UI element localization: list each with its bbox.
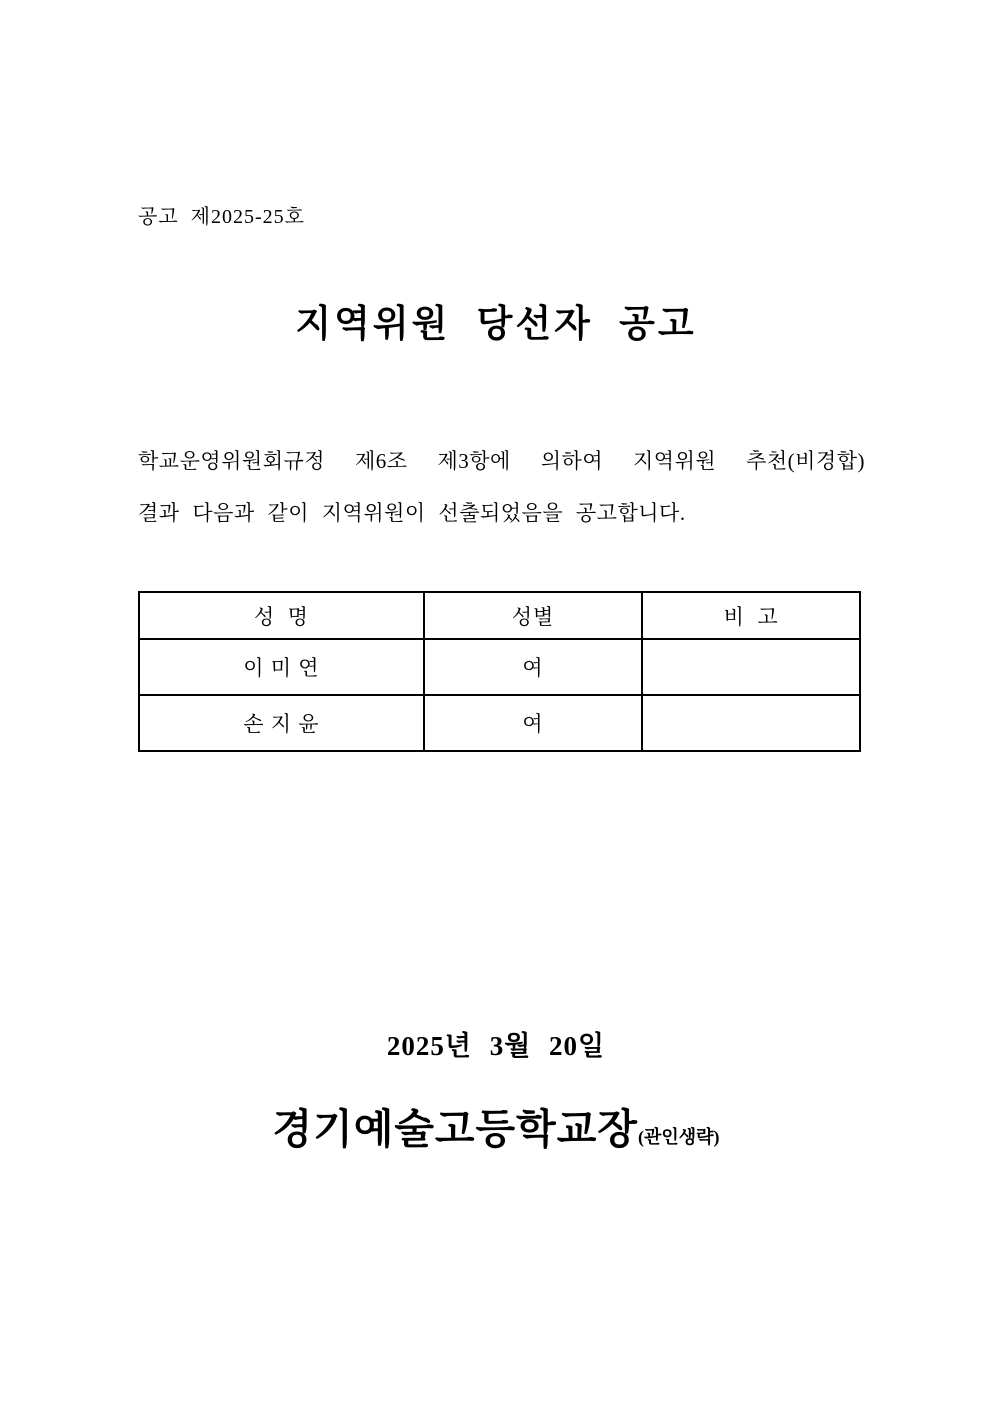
column-header-note: 비 고 xyxy=(642,592,860,639)
body-line-2: 결과 다음과 같이 지역위원이 선출되었음을 공고합니다. xyxy=(138,501,686,525)
cell-gender: 여 xyxy=(424,639,642,695)
column-header-name: 성 명 xyxy=(139,592,424,639)
signature-block xyxy=(0,1096,992,1155)
page-title: 지역위원 당선자 공고 xyxy=(295,304,697,345)
doc-number: 공고 제2025-25호 xyxy=(138,206,305,228)
table-header-row xyxy=(139,592,860,639)
cell-name: 손 지 윤 xyxy=(139,695,424,751)
table-row xyxy=(139,695,860,751)
signer-seal-note: (관인생략) xyxy=(637,1127,720,1147)
signer-name: 경기예술고등학교장 xyxy=(272,1106,638,1152)
body-line-1: 학교운영위원회규정 제6조 제3항에 의하여 지역위원 추천(비경합) xyxy=(138,449,865,473)
cell-gender: 여 xyxy=(424,695,642,751)
cell-name: 이 미 연 xyxy=(139,639,424,695)
winners-table xyxy=(138,591,861,752)
column-header-gender: 성별 xyxy=(424,592,642,639)
announcement-date: 2025년 3월 20일 xyxy=(386,1031,606,1061)
cell-note xyxy=(642,695,860,751)
cell-note xyxy=(642,639,860,695)
body-paragraph xyxy=(138,447,865,527)
table-row xyxy=(139,639,860,695)
